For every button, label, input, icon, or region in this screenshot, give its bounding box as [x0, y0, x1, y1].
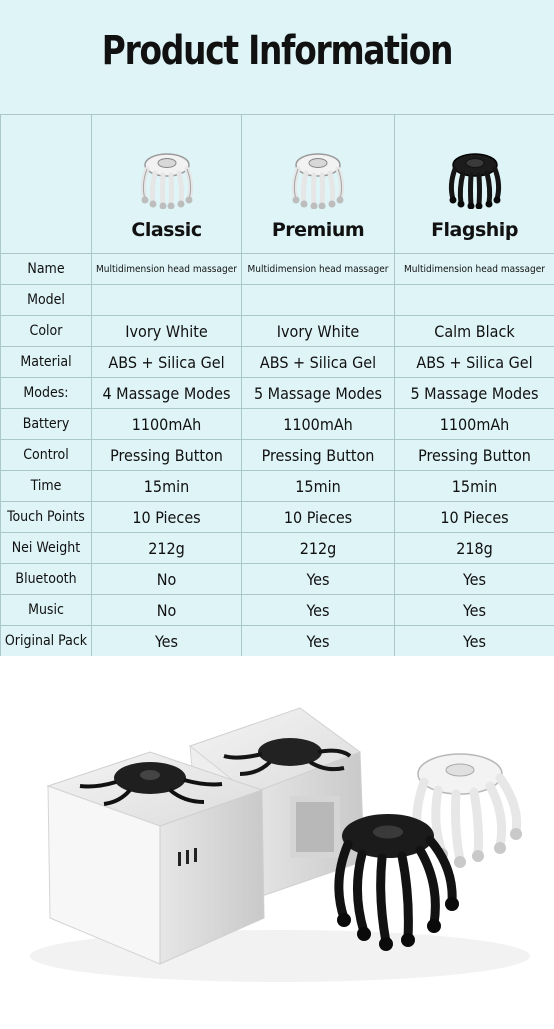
cell-value: 1100mAh — [242, 409, 395, 440]
cell-value: 15min — [92, 471, 242, 502]
cell-value: 15min — [242, 471, 395, 502]
cell-value: Yes — [242, 626, 395, 657]
cell-value: 1100mAh — [92, 409, 242, 440]
cell-value: Ivory White — [92, 316, 242, 347]
cell-value: Yes — [92, 626, 242, 657]
cell-value: ABS + Silica Gel — [92, 347, 242, 378]
row-weight — [1, 533, 554, 564]
row-label: Nei Weight — [1, 533, 92, 564]
row-label: Color — [1, 316, 92, 347]
cell-value: 5 Massage Modes — [242, 378, 395, 409]
product-header-row — [1, 115, 554, 254]
cell-value: 15min — [395, 471, 554, 502]
header-empty-cell — [1, 115, 92, 254]
cell-value: Multidimension head massager — [395, 254, 554, 285]
row-control — [1, 440, 554, 471]
product-name-flagship: Flagship — [395, 219, 554, 241]
cell-value: Pressing Button — [395, 440, 554, 471]
row-label: Modes: — [1, 378, 92, 409]
row-music — [1, 595, 554, 626]
row-original-pack — [1, 626, 554, 657]
cell-value: Pressing Button — [242, 440, 395, 471]
row-label: Time — [1, 471, 92, 502]
cell-value: No — [92, 595, 242, 626]
cell-value: 10 Pieces — [242, 502, 395, 533]
cell-value: Yes — [395, 595, 554, 626]
white-massager — [414, 754, 522, 868]
page-title: Product Information — [50, 28, 504, 74]
cell-value: 10 Pieces — [395, 502, 554, 533]
cell-value: Yes — [242, 564, 395, 595]
row-label: Battery — [1, 409, 92, 440]
product-photo — [0, 656, 554, 1024]
cell-value: 5 Massage Modes — [395, 378, 554, 409]
row-color — [1, 316, 554, 347]
row-label: Touch Points — [1, 502, 92, 533]
cell-value: 212g — [242, 533, 395, 564]
row-bluetooth — [1, 564, 554, 595]
cell-value: Multidimension head massager — [92, 254, 242, 285]
row-label: Material — [1, 347, 92, 378]
cell-value: 212g — [92, 533, 242, 564]
row-model — [1, 285, 554, 316]
cell-value: Multidimension head massager — [242, 254, 395, 285]
spec-table — [0, 114, 554, 657]
cell-value — [395, 285, 554, 316]
row-material — [1, 347, 554, 378]
cell-value: Pressing Button — [92, 440, 242, 471]
cell-value: Calm Black — [395, 316, 554, 347]
cell-value: ABS + Silica Gel — [395, 347, 554, 378]
front-box — [48, 752, 264, 964]
product-column-classic — [92, 115, 242, 254]
cell-value: 218g — [395, 533, 554, 564]
packaging-and-massagers-illustration — [0, 656, 554, 1024]
product-name-classic: Classic — [92, 219, 241, 241]
head-massager-white-icon — [135, 149, 199, 209]
row-label: Model — [1, 285, 92, 316]
cell-value: 10 Pieces — [92, 502, 242, 533]
cell-value: Yes — [242, 595, 395, 626]
product-column-flagship — [395, 115, 554, 254]
cell-value: Ivory White — [242, 316, 395, 347]
cell-value: Yes — [395, 564, 554, 595]
cell-value: ABS + Silica Gel — [242, 347, 395, 378]
row-modes — [1, 378, 554, 409]
cell-value — [242, 285, 395, 316]
cell-value: Yes — [395, 626, 554, 657]
row-label: Bluetooth — [1, 564, 92, 595]
head-massager-white-icon — [286, 149, 350, 209]
row-battery — [1, 409, 554, 440]
cell-value: 4 Massage Modes — [92, 378, 242, 409]
row-time — [1, 471, 554, 502]
cell-value — [92, 285, 242, 316]
row-label: Control — [1, 440, 92, 471]
row-label: Original Pack — [1, 626, 92, 657]
row-name — [1, 254, 554, 285]
head-massager-black-icon — [443, 149, 507, 209]
row-label: Music — [1, 595, 92, 626]
product-column-premium — [242, 115, 395, 254]
product-name-premium: Premium — [242, 219, 394, 241]
cell-value: 1100mAh — [395, 409, 554, 440]
cell-value: No — [92, 564, 242, 595]
row-touch-points — [1, 502, 554, 533]
row-label: Name — [1, 254, 92, 285]
